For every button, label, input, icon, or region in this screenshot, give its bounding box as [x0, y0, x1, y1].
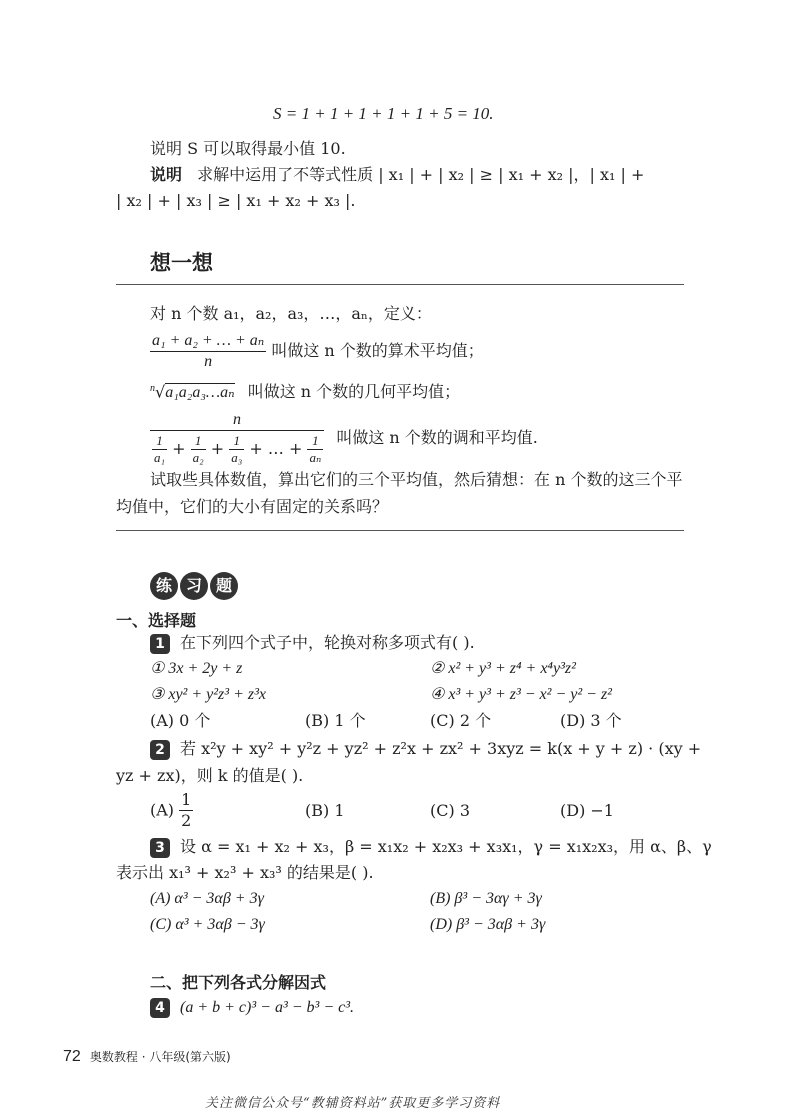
think-question-line1: 试取些具体数值，算出它们的三个平均值，然后猜想：在 n 个数的这三个平 [150, 470, 683, 489]
think-top-rule [116, 284, 684, 285]
think-title: 想一想 [150, 251, 213, 275]
question-1-text: 在下列四个式子中，轮换对称多项式有( ). [180, 633, 475, 652]
q1-option-2: ② x² + y³ + z⁴ + x⁴y³z² [430, 660, 576, 677]
q1-option-1: ① 3x + 2y + z [150, 660, 243, 677]
q1-option-4: ④ x³ + y³ + z³ − x² − y² − z² [430, 686, 612, 703]
exercise-title-char-1: 练 [150, 572, 178, 600]
note-label: 说明 [150, 165, 183, 184]
think-bottom-rule [116, 530, 684, 531]
arithmetic-fraction [150, 331, 266, 372]
geometric-text: 叫做这 n 个数的几何平均值； [247, 382, 461, 402]
page-footer [63, 1046, 231, 1066]
question-4 [150, 997, 354, 1018]
harmonic-text: 叫做这 n 个数的调和平均值. [336, 428, 538, 447]
q3-choice-a: (A) α³ − 3αβ + 3γ [150, 890, 264, 907]
exercise-title-char-2: 习 [180, 572, 208, 600]
arithmetic-text: 叫做这 n 个数的算术平均值； [271, 341, 484, 360]
harmonic-denominator: $\frac{1}{\text{a₁}}$ + $\frac{1}{\text{a₂}}$ + $\frac{1}{\text{a₃}}$ + … + $\frac{1}{\text{aₙ}}$ [154, 433, 322, 465]
question-3 [150, 837, 712, 858]
q1-choice-d: (D) 3 个 [560, 711, 622, 730]
question-1-number: 1 [150, 634, 170, 654]
q3-choice-b: (B) β³ − 3αγ + 3γ [430, 890, 542, 907]
question-1 [150, 633, 475, 654]
equation-s-sum: S = 1 + 1 + 1 + 1 + 1 + 5 = 10. [273, 104, 494, 123]
arithmetic-mean-row [150, 331, 484, 372]
q1-choice-a: (A) 0 个 [150, 711, 211, 730]
think-question-line2: 均值中，它们的大小有固定的关系吗？ [116, 497, 389, 516]
note-explanation-line2: | x₂ | + | x₃ | ≥ | x₁ + x₂ + x₃ |. [116, 191, 356, 210]
question-2-text-2: yz + zx)，则 k 的值是( ). [116, 766, 304, 785]
note-minimum: 说明 S 可以取得最小值 10. [150, 139, 346, 158]
arithmetic-denominator: n [204, 353, 213, 370]
note-explanation-line1 [150, 165, 644, 185]
exercise-title [150, 572, 240, 600]
section-factor-title: 二、把下列各式分解因式 [150, 973, 327, 992]
question-2-text-1: 若 x²y + xy² + y²z + yz² + z²x + zx² + 3xyz = k(x + y + z) · (xy + [180, 739, 702, 758]
harmonic-fraction [150, 410, 325, 466]
geometric-radicand: a₁a₂a₃…aₙ [165, 384, 235, 402]
note-text-1: 求解中运用了不等式性质 | x₁ | + | x₂ | ≥ | x₁ + x₂ |，| x₁ | + [197, 165, 645, 184]
q1-choice-c: (C) 2 个 [430, 711, 492, 730]
question-3-number: 3 [150, 838, 170, 858]
harmonic-numerator: n [150, 410, 324, 431]
q2-choice-b: (B) 1 [305, 801, 345, 820]
section-choice-title: 一、选择题 [116, 611, 197, 630]
arithmetic-numerator: a₁ + a₂ + … + aₙ [150, 331, 266, 352]
q1-choice-b: (B) 1 个 [305, 711, 366, 730]
q3-choice-d: (D) β³ − 3αβ + 3γ [430, 916, 546, 933]
question-4-text: (a + b + c)³ − a³ − b³ − c³. [180, 999, 355, 1016]
q3-choice-c: (C) α³ + 3αβ − 3γ [150, 916, 265, 933]
question-2 [150, 739, 701, 760]
question-3-text-1: 设 α = x₁ + x₂ + x₃，β = x₁x₂ + x₂x₃ + x₃x₁，γ = x₁x₂x₃，用 α、β、γ [180, 837, 712, 856]
q2-choice-c: (C) 3 [430, 801, 470, 820]
wechat-banner: 关注微信公众号“教辅资料站”获取更多学习资料 [205, 1096, 501, 1111]
q1-option-3: ③ xy² + y²z³ + z³x [150, 686, 266, 703]
radical-sign-icon: √ [155, 382, 166, 402]
q2-choice-d: (D) −1 [560, 801, 614, 820]
harmonic-mean-row [150, 410, 538, 466]
geometric-root-index: n [150, 383, 155, 394]
q2-choice-a-fraction: $\frac{1}{2}$ [181, 790, 192, 830]
page-number: 72 [63, 1048, 81, 1065]
question-2-number: 2 [150, 740, 170, 760]
think-intro: 对 n 个数 a₁，a₂，a₃，…，aₙ，定义： [150, 304, 432, 323]
question-4-number: 4 [150, 998, 170, 1018]
q2-choice-a: (A) $\frac{1}{2}$ [150, 790, 192, 830]
exercise-title-char-3: 题 [210, 572, 238, 600]
question-3-text-2: 表示出 x₁³ + x₂³ + x₃³ 的结果是( ). [116, 863, 374, 882]
book-title: 奥数教程 · 八年级(第六版) [89, 1050, 231, 1064]
geometric-mean-row [150, 379, 460, 403]
